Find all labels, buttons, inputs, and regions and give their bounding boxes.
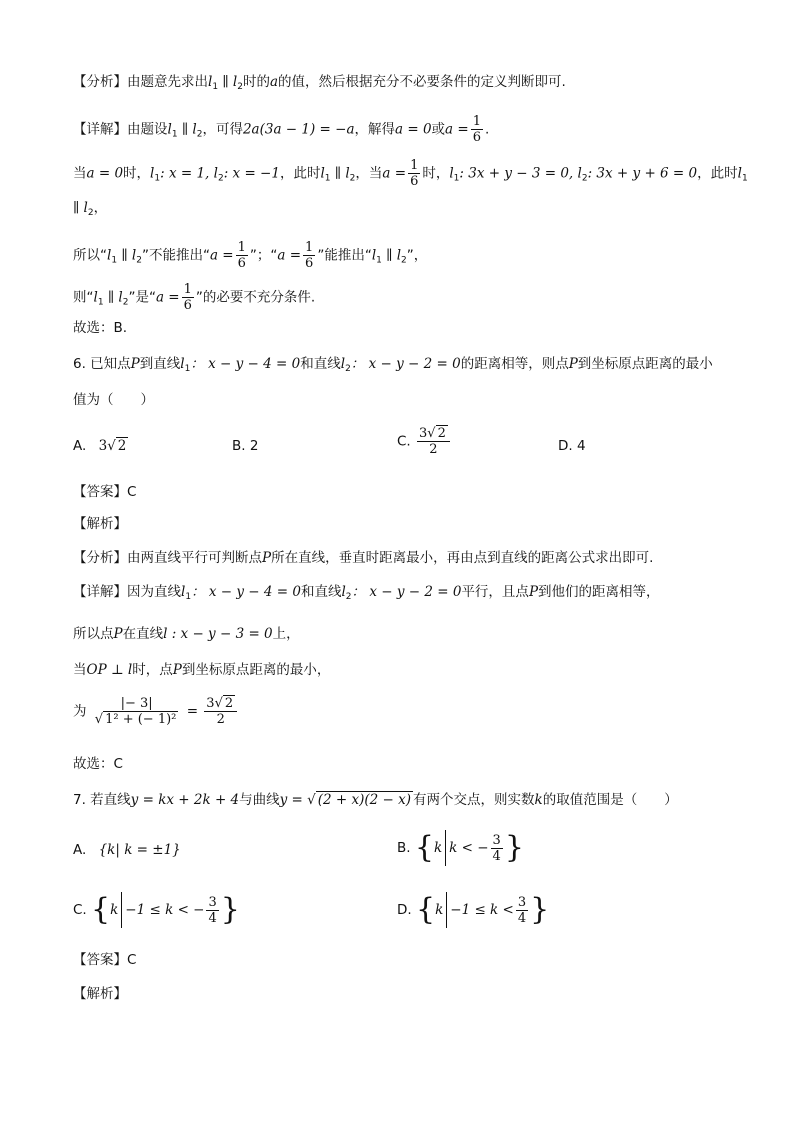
case-line-cont: [73, 198, 107, 223]
fraction-one-sixth: [471, 114, 483, 145]
math-l2: l: [213, 165, 218, 182]
frac-numerator: 2: [437, 426, 446, 441]
math-parallel: ∥: [330, 165, 346, 182]
answer-text: 【答案】C: [73, 484, 137, 500]
so-text: 在直线: [122, 626, 164, 642]
math-a-eq: a =: [445, 121, 469, 138]
frac-denominator: 4: [208, 910, 217, 926]
question-text: 和直线: [300, 356, 341, 372]
math-l1: l: [180, 356, 185, 372]
math-l2: l: [131, 247, 137, 264]
so-text: ”，: [406, 247, 428, 264]
so-text: ”能推出“: [317, 247, 372, 264]
math-sub: 1: [185, 592, 192, 602]
math-point-p: P: [262, 550, 272, 566]
math-point-p: P: [568, 356, 578, 372]
option-label: C.: [397, 433, 411, 450]
math-l1-eq: : x = 1,: [160, 165, 214, 182]
frac-denominator: 4: [517, 910, 527, 926]
question-text: 的距离相等，则点: [460, 356, 569, 372]
case-line: [73, 158, 748, 189]
math-curve-root: (2 + x)(2 − x): [317, 792, 412, 808]
choose-text: 故选：C: [73, 756, 123, 772]
then-line: [73, 282, 315, 313]
so-line-2: [73, 624, 300, 644]
math-parallel: ∥: [103, 289, 119, 306]
math-sub: 2: [136, 255, 142, 266]
distance-line: [73, 696, 239, 727]
math-l2-eq: : 3x + y + 6 = 0: [587, 165, 698, 182]
fraction-one-sixth: [408, 158, 420, 189]
frac-numerator: 1: [183, 282, 192, 297]
so-text: 上，: [272, 626, 300, 642]
math-point-p: P: [528, 584, 539, 600]
answer-line-2: [73, 950, 136, 970]
option-value: k: [110, 902, 119, 918]
fraction-distance: $\frac{|- 3|}{\text{√ 1² + (− 1)²}}$: [94, 696, 177, 727]
q6-option-b: [232, 436, 258, 456]
frac-denominator: 1² + (− 1)²: [105, 712, 177, 727]
math-sub: 2: [401, 255, 407, 266]
math-l1: l: [167, 121, 172, 138]
math-l2: l: [83, 200, 88, 216]
option-label: D.: [397, 902, 412, 918]
detail-line-2: [73, 582, 660, 607]
so-text: 所以点: [73, 626, 114, 642]
detail-text: ，解得: [354, 121, 395, 138]
wei-text: 为: [73, 703, 87, 720]
analysis-text: 【分析】由两直线平行可判断点: [73, 550, 262, 566]
math-sub: 2: [122, 297, 129, 308]
math-k: k: [534, 792, 543, 808]
choose-c-line: [73, 754, 123, 774]
analysis-text: 所在直线，垂直时距离最小，再由点到直线的距离公式求出即可.: [271, 550, 654, 566]
option-value: −1 ≤ k < −: [125, 902, 205, 918]
math-sub: 1: [111, 255, 118, 266]
math-sub: 2: [237, 82, 243, 92]
choose-text: 故选：B.: [73, 320, 128, 336]
frac-numerator: 3: [517, 894, 527, 910]
so-text: ”；“: [249, 247, 278, 264]
option-label: B.: [397, 840, 411, 856]
fraction-three-quarters: [491, 833, 503, 864]
math-parallel: ∥: [177, 121, 193, 138]
question-text: 与曲线: [239, 792, 280, 808]
frac-numerator: 1: [237, 240, 246, 255]
detail-text: ，可得: [202, 121, 243, 138]
math-sub: 1: [453, 173, 460, 184]
frac-numerator: |− 3|: [120, 696, 153, 711]
frac-numerator: 1: [410, 158, 419, 173]
option-label: A.: [73, 842, 87, 858]
frac-numerator: 1: [472, 114, 481, 129]
fraction-three-quarters: [206, 895, 218, 926]
frac-numerator: 1: [305, 240, 314, 255]
math-l2-eq: : x = −1: [223, 165, 280, 182]
frac-denominator: 6: [472, 130, 481, 145]
math-line-eq: y = kx + 2k + 4: [130, 792, 240, 808]
fraction-three-quarters: [516, 895, 528, 926]
math-op-perp: OP ⊥ l: [86, 662, 133, 678]
case-text: ，此时: [279, 165, 321, 182]
math-sub: 1: [97, 297, 104, 308]
math-l2: l: [118, 289, 123, 306]
frac-denominator: 6: [183, 298, 192, 313]
so-line-1: [73, 240, 427, 271]
math-l1: l: [449, 165, 454, 182]
math-l1: l: [181, 584, 186, 600]
option-value: k < −: [449, 840, 489, 856]
when-op-line: [73, 660, 330, 680]
when-text: 时，点: [132, 662, 173, 678]
q6-option-c: [397, 426, 452, 457]
then-text: ”的必要不充分条件.: [195, 289, 316, 306]
math-equation: 2a(3a − 1) = −a: [242, 121, 355, 138]
math-sub: 1: [154, 173, 161, 184]
math-sub: 2: [217, 173, 224, 184]
frac-numerator: 3: [419, 426, 428, 441]
question-text: 6. 已知点: [73, 356, 131, 372]
analysis-line-1: [73, 72, 566, 97]
detail-text: 和直线: [300, 584, 342, 600]
math-l2: l: [192, 121, 197, 138]
frac-numerator: 3: [206, 696, 215, 711]
math-sub: 1: [184, 364, 191, 374]
fraction-3root2-over-2: $\frac{3√ 2}{2}$: [204, 696, 237, 727]
math-l1: l: [93, 289, 98, 306]
math-l1-eq: ： x − y − 4 = 0: [190, 356, 301, 372]
detail-text: 到他们的距离相等，: [538, 584, 660, 600]
q7-option-b: B. {k k < − $\frac{3}{4}$ }: [397, 830, 524, 865]
math-sub: 1: [324, 173, 331, 184]
option-value: k: [433, 840, 443, 856]
math-l1: l: [320, 165, 325, 182]
math-sub: 1: [171, 129, 178, 140]
question-6-line-1: [73, 354, 713, 379]
question-text: 7. 若直线: [73, 792, 131, 808]
jiexi-text: 【解析】: [73, 516, 127, 532]
question-text: 有两个交点，则实数: [413, 792, 535, 808]
math-parallel: ∥: [117, 247, 132, 264]
option-label: C.: [73, 902, 87, 918]
math-l1-eq: : 3x + y − 3 = 0,: [459, 165, 578, 182]
answer-text: 【答案】C: [73, 952, 137, 968]
analysis-text: 时的: [242, 74, 270, 90]
frac-denominator: 2: [429, 442, 438, 457]
detail-text: 平行，且点: [461, 584, 529, 600]
question-7-line: 7. 若直线y = kx + 2k + 4与曲线y = √ (2 + x)(2 − x) 有两个交点，则实数k的取值范围是（ ）: [73, 792, 678, 808]
math-a-eq: a =: [209, 247, 234, 264]
fraction-one-sixth: [182, 282, 194, 313]
q7-option-c: C. {k −1 ≤ k < − $\frac{3}{4}$ }: [73, 892, 240, 927]
when-text: 到坐标原点距离的最小，: [181, 662, 331, 678]
math-l2: l: [396, 247, 402, 264]
case-text: 当: [73, 165, 87, 182]
frac-numerator: 3: [208, 894, 217, 910]
option-value: 3: [98, 438, 108, 454]
math-a-eq: a =: [277, 247, 302, 264]
analysis-line-2: [73, 548, 653, 568]
answer-line-1: [73, 482, 136, 502]
jiexi-line-2: [73, 984, 127, 1004]
option-value: {k| k = ±1}: [98, 842, 181, 858]
math-l1: l: [737, 165, 742, 182]
detail-text: 或: [431, 121, 446, 138]
math-l2: l: [577, 165, 582, 182]
option-label: B. 2: [232, 438, 259, 454]
math-point-p: P: [113, 626, 123, 642]
math-sub: 2: [349, 173, 356, 184]
case-text: ，: [93, 200, 108, 216]
math-sub: 2: [581, 173, 588, 184]
case-text: 时，: [123, 165, 151, 182]
math-a-eq-0: a = 0: [86, 165, 124, 182]
case-text: ，此时: [697, 165, 738, 182]
case-text: ，当: [355, 165, 383, 182]
q7-option-d: D. {k −1 ≤ k < $\frac{3}{4}$ }: [397, 892, 550, 927]
fraction-3root2-over-2: $\frac{3√ 2}{2}$: [417, 426, 450, 457]
math-sub: 2: [345, 364, 351, 374]
math-l2: l: [232, 74, 238, 90]
math-a: a: [269, 74, 279, 90]
math-parallel: ∥: [73, 200, 84, 216]
then-text: ”是“: [128, 289, 156, 306]
math-l1-eq: ： x − y − 4 = 0: [191, 584, 301, 600]
math-l1: l: [371, 247, 377, 264]
then-text: 则“: [73, 289, 94, 306]
option-label: A.: [73, 438, 87, 454]
analysis-text: 的值，然后根据充分不必要条件的定义判断即可.: [278, 74, 566, 90]
math-sub: 1: [741, 173, 748, 184]
math-a-eq: a =: [382, 165, 407, 182]
option-value: −1 ≤ k <: [450, 902, 514, 918]
so-text: 所以“: [73, 247, 107, 264]
detail-text: 【详解】因为直线: [73, 584, 181, 600]
math-l2: l: [340, 356, 346, 372]
so-text: ”不能推出“: [141, 247, 210, 264]
math-sub: 2: [196, 129, 203, 140]
jiexi-text: 【解析】: [73, 986, 127, 1002]
case-text: 时，: [422, 165, 450, 182]
math-sub: 2: [345, 592, 352, 602]
math-curve-y: y =: [279, 792, 303, 808]
analysis-text: 【分析】由题意先求出: [73, 74, 208, 90]
math-point-p: P: [130, 356, 140, 372]
option-value: k: [435, 902, 444, 918]
q7-option-a: [73, 840, 181, 860]
question-6-line-2: [73, 390, 154, 410]
q6-option-a: A. 3√ 2: [73, 438, 127, 454]
question-text: 到直线: [139, 356, 181, 372]
math-point-p: P: [172, 662, 182, 678]
math-l2: l: [345, 165, 350, 182]
frac-numerator: 3: [492, 832, 501, 848]
math-l1: l: [107, 247, 112, 264]
math-l1: l: [208, 74, 213, 90]
math-sub: 2: [87, 208, 94, 218]
frac-denominator: 6: [305, 256, 314, 271]
math-a-eq-0: a = 0: [395, 121, 432, 138]
fraction-one-sixth: [236, 240, 248, 271]
math-equals: =: [186, 703, 198, 720]
detail-line-1: 【详解】由题设$l_1$ ∥ $l_2$，可得2a(3a − 1) = −a，解得a = 0或a = $\frac{1}{6}$ .: [73, 114, 490, 145]
frac-denominator: 4: [492, 848, 501, 864]
math-parallel: ∥: [218, 74, 233, 90]
math-l2: l: [341, 584, 346, 600]
frac-denominator: 6: [237, 256, 246, 271]
math-l2-eq: ： x − y − 2 = 0: [351, 584, 462, 600]
math-l2-eq: ： x − y − 2 = 0: [350, 356, 461, 372]
math-sub: 1: [376, 255, 382, 266]
frac-denominator: 6: [410, 174, 419, 189]
frac-denominator: 2: [216, 712, 225, 727]
fraction-one-sixth: [303, 240, 315, 271]
question-text: 到坐标原点距离的最小: [577, 356, 713, 372]
choose-b-line: [73, 318, 127, 338]
q6-option-d: [558, 436, 586, 456]
math-sub: 1: [212, 82, 219, 92]
math-l1: l: [150, 165, 155, 182]
math-a-eq: a =: [155, 289, 180, 306]
math-line-l: l : x − y − 3 = 0: [163, 626, 273, 642]
option-label: D. 4: [558, 438, 586, 454]
jiexi-line-1: [73, 514, 127, 534]
frac-numerator: 2: [224, 696, 234, 711]
question-text: 值为（ ）: [73, 392, 154, 408]
when-text: 当: [73, 662, 87, 678]
math-parallel: ∥: [381, 247, 397, 264]
question-text: 的取值范围是（ ）: [542, 792, 678, 808]
detail-text: 【详解】由题设: [73, 121, 168, 138]
option-value: 2: [117, 438, 127, 454]
